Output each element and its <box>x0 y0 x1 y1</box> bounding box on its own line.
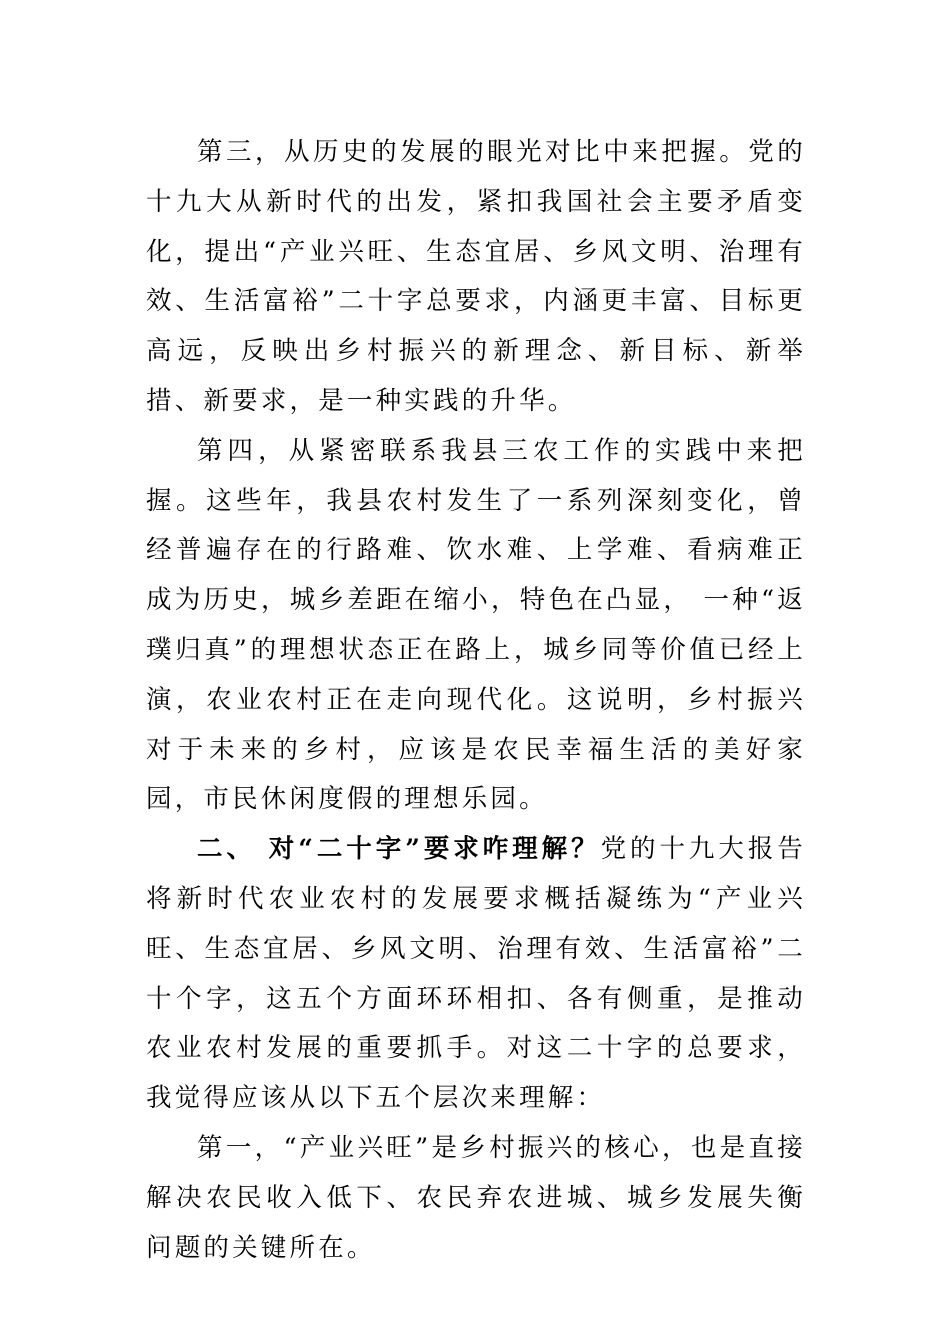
paragraph-history-perspective <box>146 128 806 427</box>
section-heading: 二、 对“二十字”要求咋理解？ <box>197 834 601 865</box>
document-page <box>146 128 806 1273</box>
paragraph-text: 党的十九大报告将新时代农业农村的发展要求概括凝练为“产业兴旺、生态宜居、乡风文明、治理有效、生活富裕”二十个字，这五个方面环环相扣、各有侧重，是推动农业农村发展的重要抓手。对这二十字的总要求，我觉得应该从以下五个层次来理解： <box>146 834 806 1114</box>
paragraph-text: 第四，从紧密联系我县三农工作的实践中来把握。这些年，我县农村发生了一系列深刻变化，曾经普遍存在的行路难、饮水难、上学难、看病难正成为历史，城乡差距在缩小，特色在凸显， 一种“返璞归真”的理想状态正在路上，城乡同等价值已经上演，农业农村正在走向现代化。这说明，乡村振兴对于未来的乡村，应该是农民幸福生活的美好家园，市民休闲度假的理想乐园。 <box>146 435 806 815</box>
paragraph-text: 第三，从历史的发展的眼光对比中来把握。党的十九大从新时代的出发，紧扣我国社会主要矛盾变化，提出“产业兴旺、生态宜居、乡风文明、治理有效、生活富裕”二十字总要求，内涵更丰富、目标更高远，反映出乡村振兴的新理念、新目标、新举措、新要求，是一种实践的升华。 <box>146 137 806 416</box>
paragraph-county-practice <box>146 427 806 825</box>
paragraph-twenty-characters <box>146 825 806 1124</box>
paragraph-industry-prosperity <box>146 1124 806 1273</box>
paragraph-text: 第一，“产业兴旺”是乡村振兴的核心，也是直接解决农民收入低下、农民弃农进城、城乡发展失衡问题的关键所在。 <box>146 1132 806 1263</box>
